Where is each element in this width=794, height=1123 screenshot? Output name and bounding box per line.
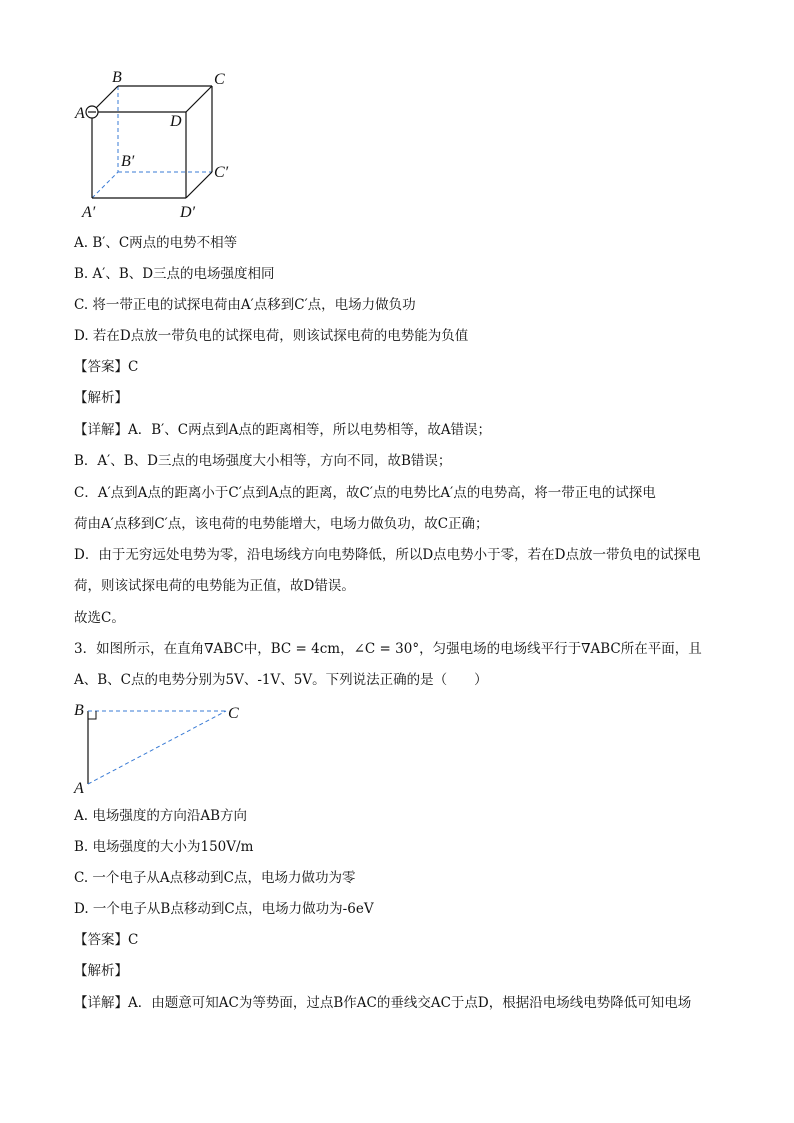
cube-visible-edges: [92, 86, 212, 198]
label-Cprime: C′: [214, 164, 229, 181]
label-Aprime: A′: [82, 204, 96, 221]
q2-analysis-line: 荷由A′点移到C′点，该电荷的电势能增大，电场力做负功，故C正确；: [74, 516, 489, 532]
q3-analysis-title: 【解析】: [74, 963, 128, 979]
label-A: A: [75, 105, 85, 122]
q2-conclusion: 故选C。: [74, 610, 125, 626]
q3-stem-line: A、B、C点的电势分别为5V、-1V、5V。下列说法正确的是（ ）: [74, 672, 488, 688]
label-A: A: [74, 780, 84, 796]
q3-option-d: D. 一个电子从B点移动到C点，电场力做功为-6eV: [74, 901, 374, 917]
cube-figure: [74, 64, 244, 224]
label-B: B: [74, 702, 84, 719]
cube-hidden-edges: [92, 86, 212, 198]
q3-analysis-line: 【详解】A．由题意可知AC为等势面，过点B作AC的垂线交AC于点D，根据沿电场线电势降低可知电场: [74, 995, 692, 1011]
label-B: B: [112, 69, 122, 86]
label-D: D: [170, 113, 182, 130]
right-angle-mark: [88, 711, 96, 719]
q3-option-a: A. 电场强度的方向沿AB方向: [74, 808, 248, 824]
q2-option-a: A. B′、C两点的电势不相等: [74, 235, 238, 251]
q2-analysis-line: D．由于无穷远处电势为零，沿电场线方向电势降低，所以D点电势小于零，若在D点放一带负电的试探电: [74, 547, 701, 563]
label-C: C: [214, 71, 225, 88]
label-Bprime: B′: [121, 153, 135, 170]
q2-analysis-line: 【详解】A．B′、C两点到A点的距离相等，所以电势相等，故A错误；: [74, 422, 492, 438]
q2-option-d: D. 若在D点放一带负电的试探电荷，则该试探电荷的电势能为负值: [74, 328, 469, 344]
label-C: C: [228, 705, 239, 722]
label-Dprime: D′: [180, 204, 196, 221]
q3-answer: 【答案】C: [74, 932, 139, 948]
q2-analysis-line: B．A′、B、D三点的电场强度大小相等，方向不同，故B错误；: [74, 453, 452, 469]
q3-option-b: B. 电场强度的大小为150V/m: [74, 839, 254, 855]
q2-option-b: B. A′、B、D三点的电场强度相同: [74, 266, 275, 282]
q2-analysis-title: 【解析】: [74, 390, 128, 406]
q2-answer: 【答案】C: [74, 359, 139, 375]
q3-stem-line: 3．如图所示，在直角∇ABC中，BC = 4cm，∠C = 30°，匀强电场的电场线平行于∇ABC所在平面，且: [74, 641, 702, 657]
triangle-figure: [72, 700, 252, 796]
q2-option-c: C. 将一带正电的试探电荷由A′点移到C′点，电场力做负功: [74, 297, 416, 313]
q2-analysis-line: 荷，则该试探电荷的电势能为正值，故D错误。: [74, 578, 355, 594]
q3-option-c: C. 一个电子从A点移动到C点，电场力做功为零: [74, 870, 356, 886]
q2-analysis-line: C．A′点到A点的距离小于C′点到A点的距离，故C′点的电势比A′点的电势高，将一带正电的试探电: [74, 485, 656, 501]
